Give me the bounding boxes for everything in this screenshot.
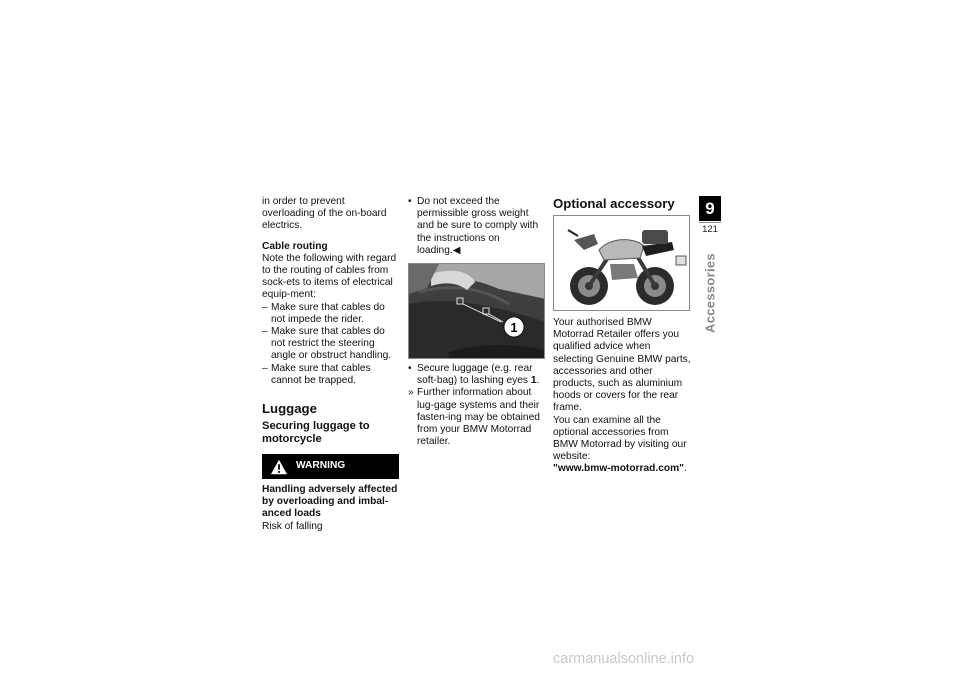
website-line xyxy=(553,463,693,475)
page-number: 121 xyxy=(702,224,718,235)
section-label-text: Accessories xyxy=(702,253,718,333)
accessory-text-1: Your authorised BMW Motorrad Retailer offers you qualified advice when selecting Genuine BMW parts, accessories and other products, such as aluminium hoods or covers for the rear frame. xyxy=(553,317,691,414)
section-label xyxy=(703,240,717,346)
list-item xyxy=(408,196,545,257)
warning-label: WARNING xyxy=(296,460,346,472)
bullet-text: Secure luggage (e.g. rear soft-bag) to lashing eyes xyxy=(417,363,533,387)
secure-bullet-list xyxy=(408,363,545,387)
list-item: – Make sure that cables do not impede the rider. xyxy=(262,302,399,326)
column-right xyxy=(553,196,693,476)
accessory-text-2: You can examine all the optional accessories from BMW Motorrad by visiting our website: xyxy=(553,414,687,463)
figure-callout-1: 1 xyxy=(510,320,518,336)
column-left xyxy=(262,196,399,533)
info-arrow-list xyxy=(408,387,545,448)
website-link[interactable]: "www.bmw-motorrad.com" xyxy=(553,463,684,475)
warning-text: Risk of falling xyxy=(262,520,323,532)
chapter-number: 9 xyxy=(699,196,721,221)
bullet-text: Do not exceed the permissible gross weight and be sure to comply with the instructions on loading. xyxy=(417,196,539,256)
luggage-heading: Luggage xyxy=(262,401,317,417)
motorcycle-illustration xyxy=(554,216,690,311)
motorcycle-image xyxy=(553,215,690,311)
cable-routing-text: Note the following with regard to the routing of cables from sock-ets to items of electrical equip-ment: xyxy=(262,252,397,301)
chapter-sidebar xyxy=(699,196,721,346)
cable-rules-list xyxy=(262,302,399,387)
warning-triangle-icon xyxy=(270,458,288,476)
optional-accessory-heading: Optional accessory xyxy=(553,196,675,211)
chapter-divider xyxy=(699,222,721,223)
warning-banner xyxy=(262,454,399,479)
loading-bullet-list xyxy=(408,196,545,257)
watermark: carmanualsonline.info xyxy=(553,651,695,667)
list-item: – Make sure that cables cannot be trapped. xyxy=(262,363,399,387)
warning-title: Handling adversely affected by overloading and imbal-anced loads xyxy=(262,484,398,520)
list-item: – Make sure that cables do not restrict the steering angle or obstruct handling. xyxy=(262,326,399,363)
cable-routing-heading: Cable routing xyxy=(262,240,328,252)
website-end: . xyxy=(683,463,687,475)
list-item: » Further information about lug-gage systems and their fasten-ing may be obtained from your BMW Motorrad retailer. xyxy=(408,387,545,448)
luggage-rack-illustration xyxy=(409,264,545,359)
list-item xyxy=(408,363,545,387)
lashing-eyes-image xyxy=(408,263,545,359)
callout-reference: 1 xyxy=(530,375,537,387)
bullet-text-end: . xyxy=(536,375,540,387)
securing-luggage-heading: Securing luggage to motorcycle xyxy=(262,420,370,446)
column-middle xyxy=(408,196,545,448)
intro-text: in order to prevent overloading of the on-board electrics. xyxy=(262,196,387,232)
end-mark-icon: ◀ xyxy=(452,244,461,256)
